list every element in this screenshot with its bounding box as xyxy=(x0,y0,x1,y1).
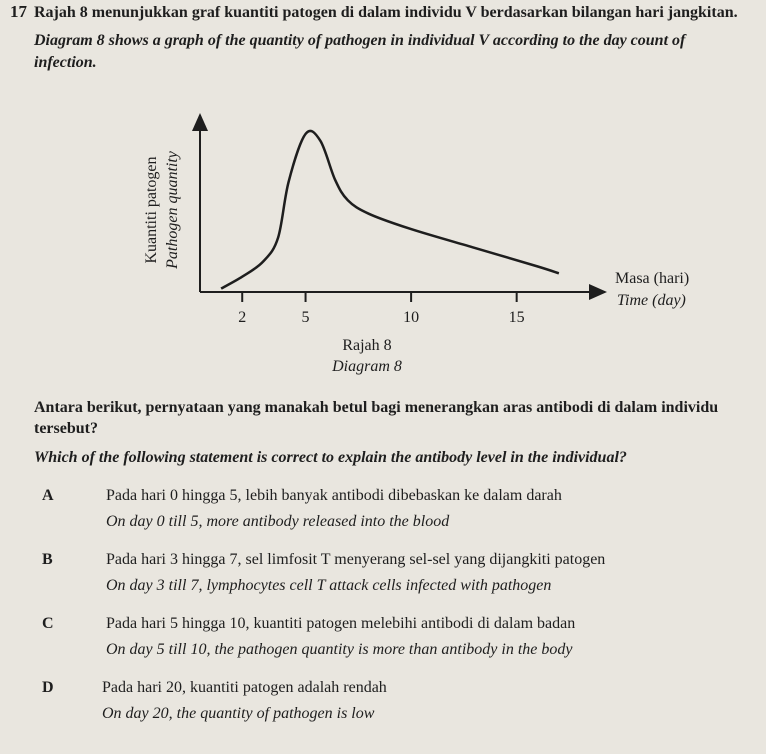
pathogen-curve xyxy=(221,131,559,289)
option-letter: A xyxy=(42,487,54,504)
x-axis-label-english: Time (day) xyxy=(617,292,686,309)
y-axis-label-english: Pathogen quantity xyxy=(164,151,181,269)
option-letter: C xyxy=(42,615,54,632)
question-prompt xyxy=(34,397,749,468)
option-text-english: On day 20, the quantity of pathogen is low xyxy=(102,705,375,722)
pathogen-chart-svg xyxy=(130,105,730,380)
option-letter: D xyxy=(42,679,54,696)
option-text-malay: Pada hari 0 hingga 5, lebih banyak antibodi dibebaskan ke dalam darah xyxy=(106,487,562,504)
option-letter: B xyxy=(42,551,53,568)
figure-caption-malay: Rajah 8 xyxy=(342,337,392,354)
x-tick-label: 5 xyxy=(301,309,310,326)
option-text-malay: Pada hari 3 hingga 7, sel limfosit T menyerang sel-sel yang dijangkiti patogen xyxy=(106,551,606,568)
option-text-malay: Pada hari 20, kuantiti patogen adalah rendah xyxy=(102,679,387,696)
stem-malay: Rajah 8 menunjukkan graf kuantiti patogen di dalam individu V berdasarkan bilangan hari jangkitan. xyxy=(34,4,738,21)
x-tick-label: 15 xyxy=(508,309,525,326)
stem-english: Diagram 8 shows a graph of the quantity of pathogen in individual V according to the day count of infection. xyxy=(34,32,686,71)
prompt-malay: Antara berikut, pernyataan yang manakah betul bagi menerangkan aras antibodi di dalam individu tersebut? xyxy=(34,399,719,437)
option-text-english: On day 0 till 5, more antibody released into the blood xyxy=(106,513,450,530)
x-tick-label: 2 xyxy=(238,309,247,326)
pathogen-graph xyxy=(130,105,730,380)
prompt-english: Which of the following statement is correct to explain the antibody level in the individual? xyxy=(34,449,627,466)
x-axis-label-malay: Masa (hari) xyxy=(615,270,690,287)
figure-caption-english: Diagram 8 xyxy=(332,358,402,375)
question-number: 17 xyxy=(10,2,27,21)
x-tick-label: 10 xyxy=(403,309,420,326)
option-text-english: On day 3 till 7, lymphocytes cell T attack cells infected with pathogen xyxy=(106,577,552,594)
option-text-malay: Pada hari 5 hingga 10, kuantiti patogen melebihi antibodi di dalam badan xyxy=(106,615,576,632)
option-text-english: On day 5 till 10, the pathogen quantity is more than antibody in the body xyxy=(106,641,573,658)
question-stem xyxy=(34,2,744,74)
y-axis-label-malay: Kuantiti patogen xyxy=(143,156,160,264)
